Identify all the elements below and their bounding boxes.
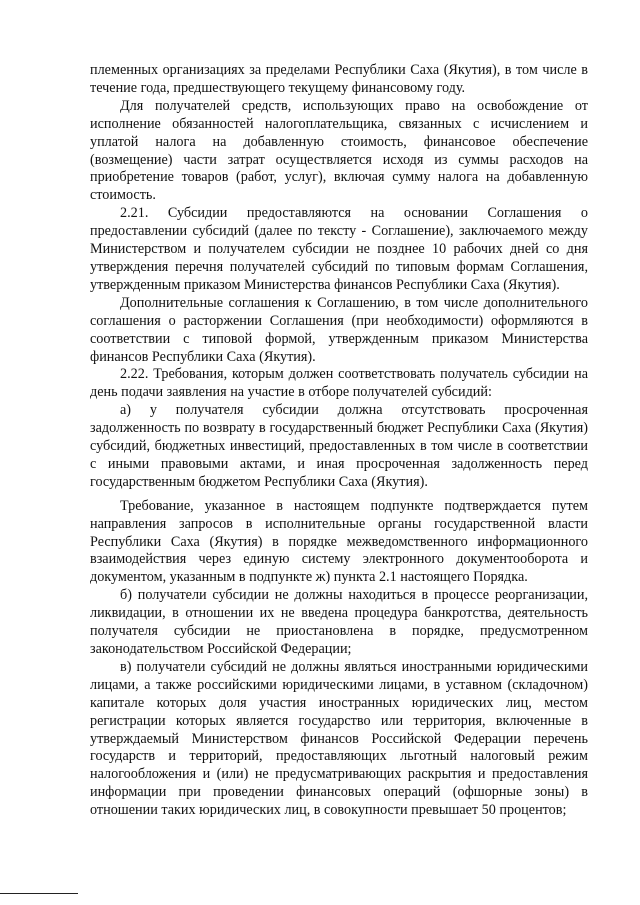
paragraph-requirement-confirmation: Требование, указанное в настоящем подпункте подтверждается путем направления запросов в исполнительные органы государственной власти Республики Саха (Якутия) в порядке межведомственного информационного взаимодействия через единую систему электронного документооборота и документом, указанным в подпункте ж) пункта 2.1 настоящего Порядка.	[90, 497, 588, 586]
paragraph-item-a: а) у получателя субсидии должна отсутствовать просроченная задолженность по возврату в государственный бюджет Республики Саха (Якутия) субсидий, бюджетных инвестиций, предоставленных в том числе в соответствии с иными правовыми актами, и иная просроченная задолженность перед государственным бюджетом Республики Саха (Якутия).	[90, 402, 588, 490]
footnote-divider	[0, 893, 78, 894]
paragraph-2-22: 2.22. Требования, которым должен соответствовать получатель субсидии на день подачи заявления на участие в отборе получателей субсидий:	[90, 366, 588, 401]
paragraph-additional-agreements: Дополнительные соглашения к Соглашению, в том числе дополнительного соглашения о расторжении Соглашения (при необходимости) оформляются в соответствии с типовой формой, утвержденным приказом Министерства финансов Республики Саха (Якутия).	[90, 294, 588, 365]
paragraph-continuation: племенных организациях за пределами Республики Саха (Якутия), в том числе в течение года, предшествующего текущему финансовому году.	[90, 62, 588, 96]
paragraph-item-v: в) получатели субсидий не должны являться иностранными юридическими лицами, а также российскими юридическими лицами, в уставном (складочном) капитале которых доля участия иностранных юридических лиц, местом регистрации которых является государство или территория, включенные в утверждаемый Министерством финансов Российской Федерации перечень государств и территорий, предоставляющих льготный налоговый режим налогообложения и (или) не предусматривающих раскрытия и предоставления информации при проведении финансовых операций (офшорные зоны) в отношении таких юридических лиц, в совокупности превышает 50 процентов;	[90, 658, 588, 819]
paragraph-2-21: 2.21. Субсидии предоставляются на основании Соглашения о предоставлении субсидий (далее по тексту - Соглашение), заключаемого между Министерством и получателем субсидии не позднее 10 рабочих дней со дня утверждения перечня получателей субсидий по типовым формам Соглашения, утвержденным приказом Министерства финансов Республики Саха (Якутия).	[90, 205, 588, 293]
paragraph-item-b: б) получатели субсидии не должны находиться в процессе реорганизации, ликвидации, в отношении их не введена процедура банкротства, деятельность получателя субсидии не приостановлена в порядке, предусмотренном законодательством Российской Федерации;	[90, 587, 588, 657]
document-body	[90, 62, 588, 820]
paragraph-vat-exemption: Для получателей средств, использующих право на освобождение от исполнение обязанностей налогоплательщика, связанных с исчислением и уплатой налога на добавленную стоимость, финансовое обеспечение (возмещение) части затрат осуществляется исходя из суммы расходов на приобретение товаров (работ, услуг), включая сумму налога на добавленную стоимость.	[90, 97, 588, 204]
